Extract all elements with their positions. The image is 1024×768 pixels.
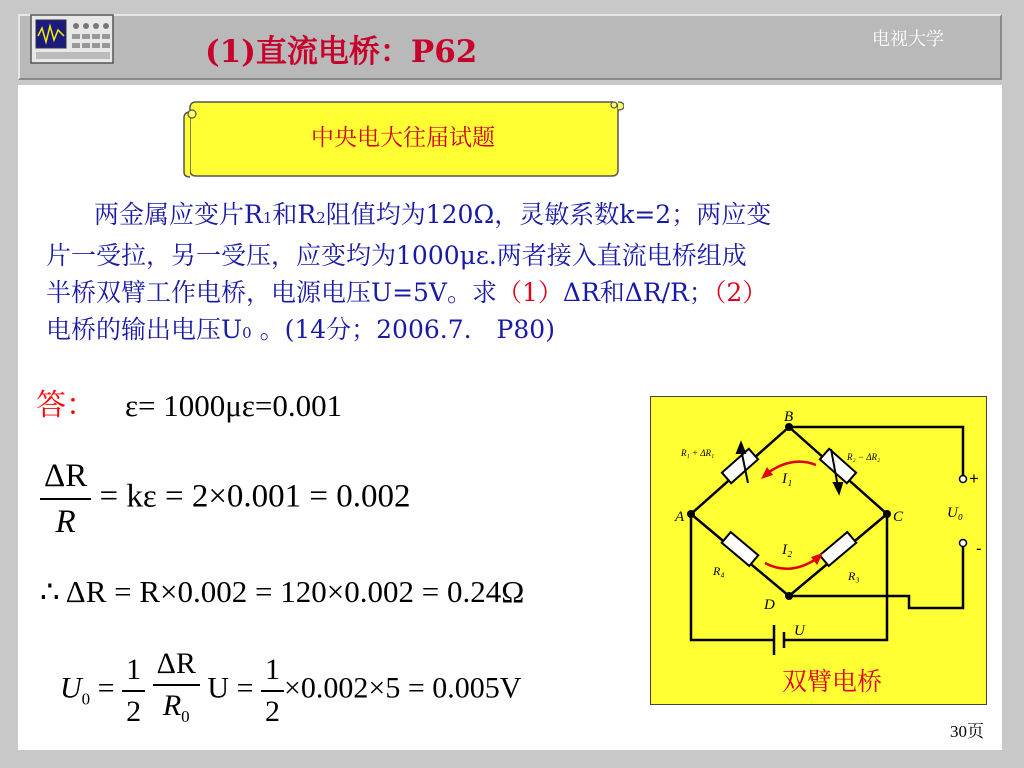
node-c-label: C (893, 509, 904, 525)
page-number: 30页 (950, 722, 984, 741)
minus-terminal-label: - (976, 539, 982, 558)
relative-change-equation: $\frac{\Delta R}{R}$ = kε = 2×0.001 = 0.002 (40, 454, 411, 544)
node-a-label: A (675, 509, 685, 525)
answer-label: 答： (36, 388, 96, 423)
i2-label: I₂ (782, 542, 793, 558)
bridge-circuit-diagram (650, 396, 987, 705)
plus-terminal-label: + (969, 469, 979, 488)
r4-label: R₄ (713, 564, 725, 578)
circuit-caption: 双臂电桥 (781, 667, 882, 696)
source-label: U (794, 623, 805, 639)
r1-label: R₁ + ΔR₁ (681, 448, 715, 458)
strain-equation: ε= 1000με=0.001 (125, 388, 343, 423)
slide-title: (1)直流电桥：P62 (205, 34, 478, 70)
r3-label: R₃ (848, 569, 860, 583)
oscilloscope-icon (30, 14, 114, 64)
output-voltage-equation: $U_0$ = $\frac{1}{2}$ $\frac{\Delta R}{R_0}$ U = $\frac{1}{2}$ ×0.002×5 = 0.005V (60, 644, 521, 737)
u0-label: U₀ (947, 505, 964, 521)
node-b-label: B (784, 409, 794, 425)
brand-label: 电视大学 (872, 29, 944, 50)
problem-text: 两金属应变片R1和R2阻值均为120Ω，灵敏系数k=2；两应变 片一受拉，另一受压，应变均为1000με.两者接入直流电桥组成 半桥双臂工作电桥，电源电压U=5V。求（1）ΔR和ΔR/R；（2） 电桥的输出电压U0 。(14分；2006.7. P80) (46, 200, 772, 344)
i1-label: I₁ (782, 471, 793, 487)
banner-label: 中央电大往届试题 (311, 125, 495, 151)
bridge-circuit-svg (651, 397, 988, 706)
header-bar (18, 14, 1002, 80)
node-d-label: D (764, 597, 775, 613)
fraction-delta-r-over-r: $\frac{\Delta R}{R}$ (40, 454, 91, 544)
delta-r-equation: ∴ ΔR = R×0.002 = 120×0.002 = 0.24Ω (40, 574, 525, 609)
r2-label: R₂ − ΔR₂ (847, 452, 881, 462)
